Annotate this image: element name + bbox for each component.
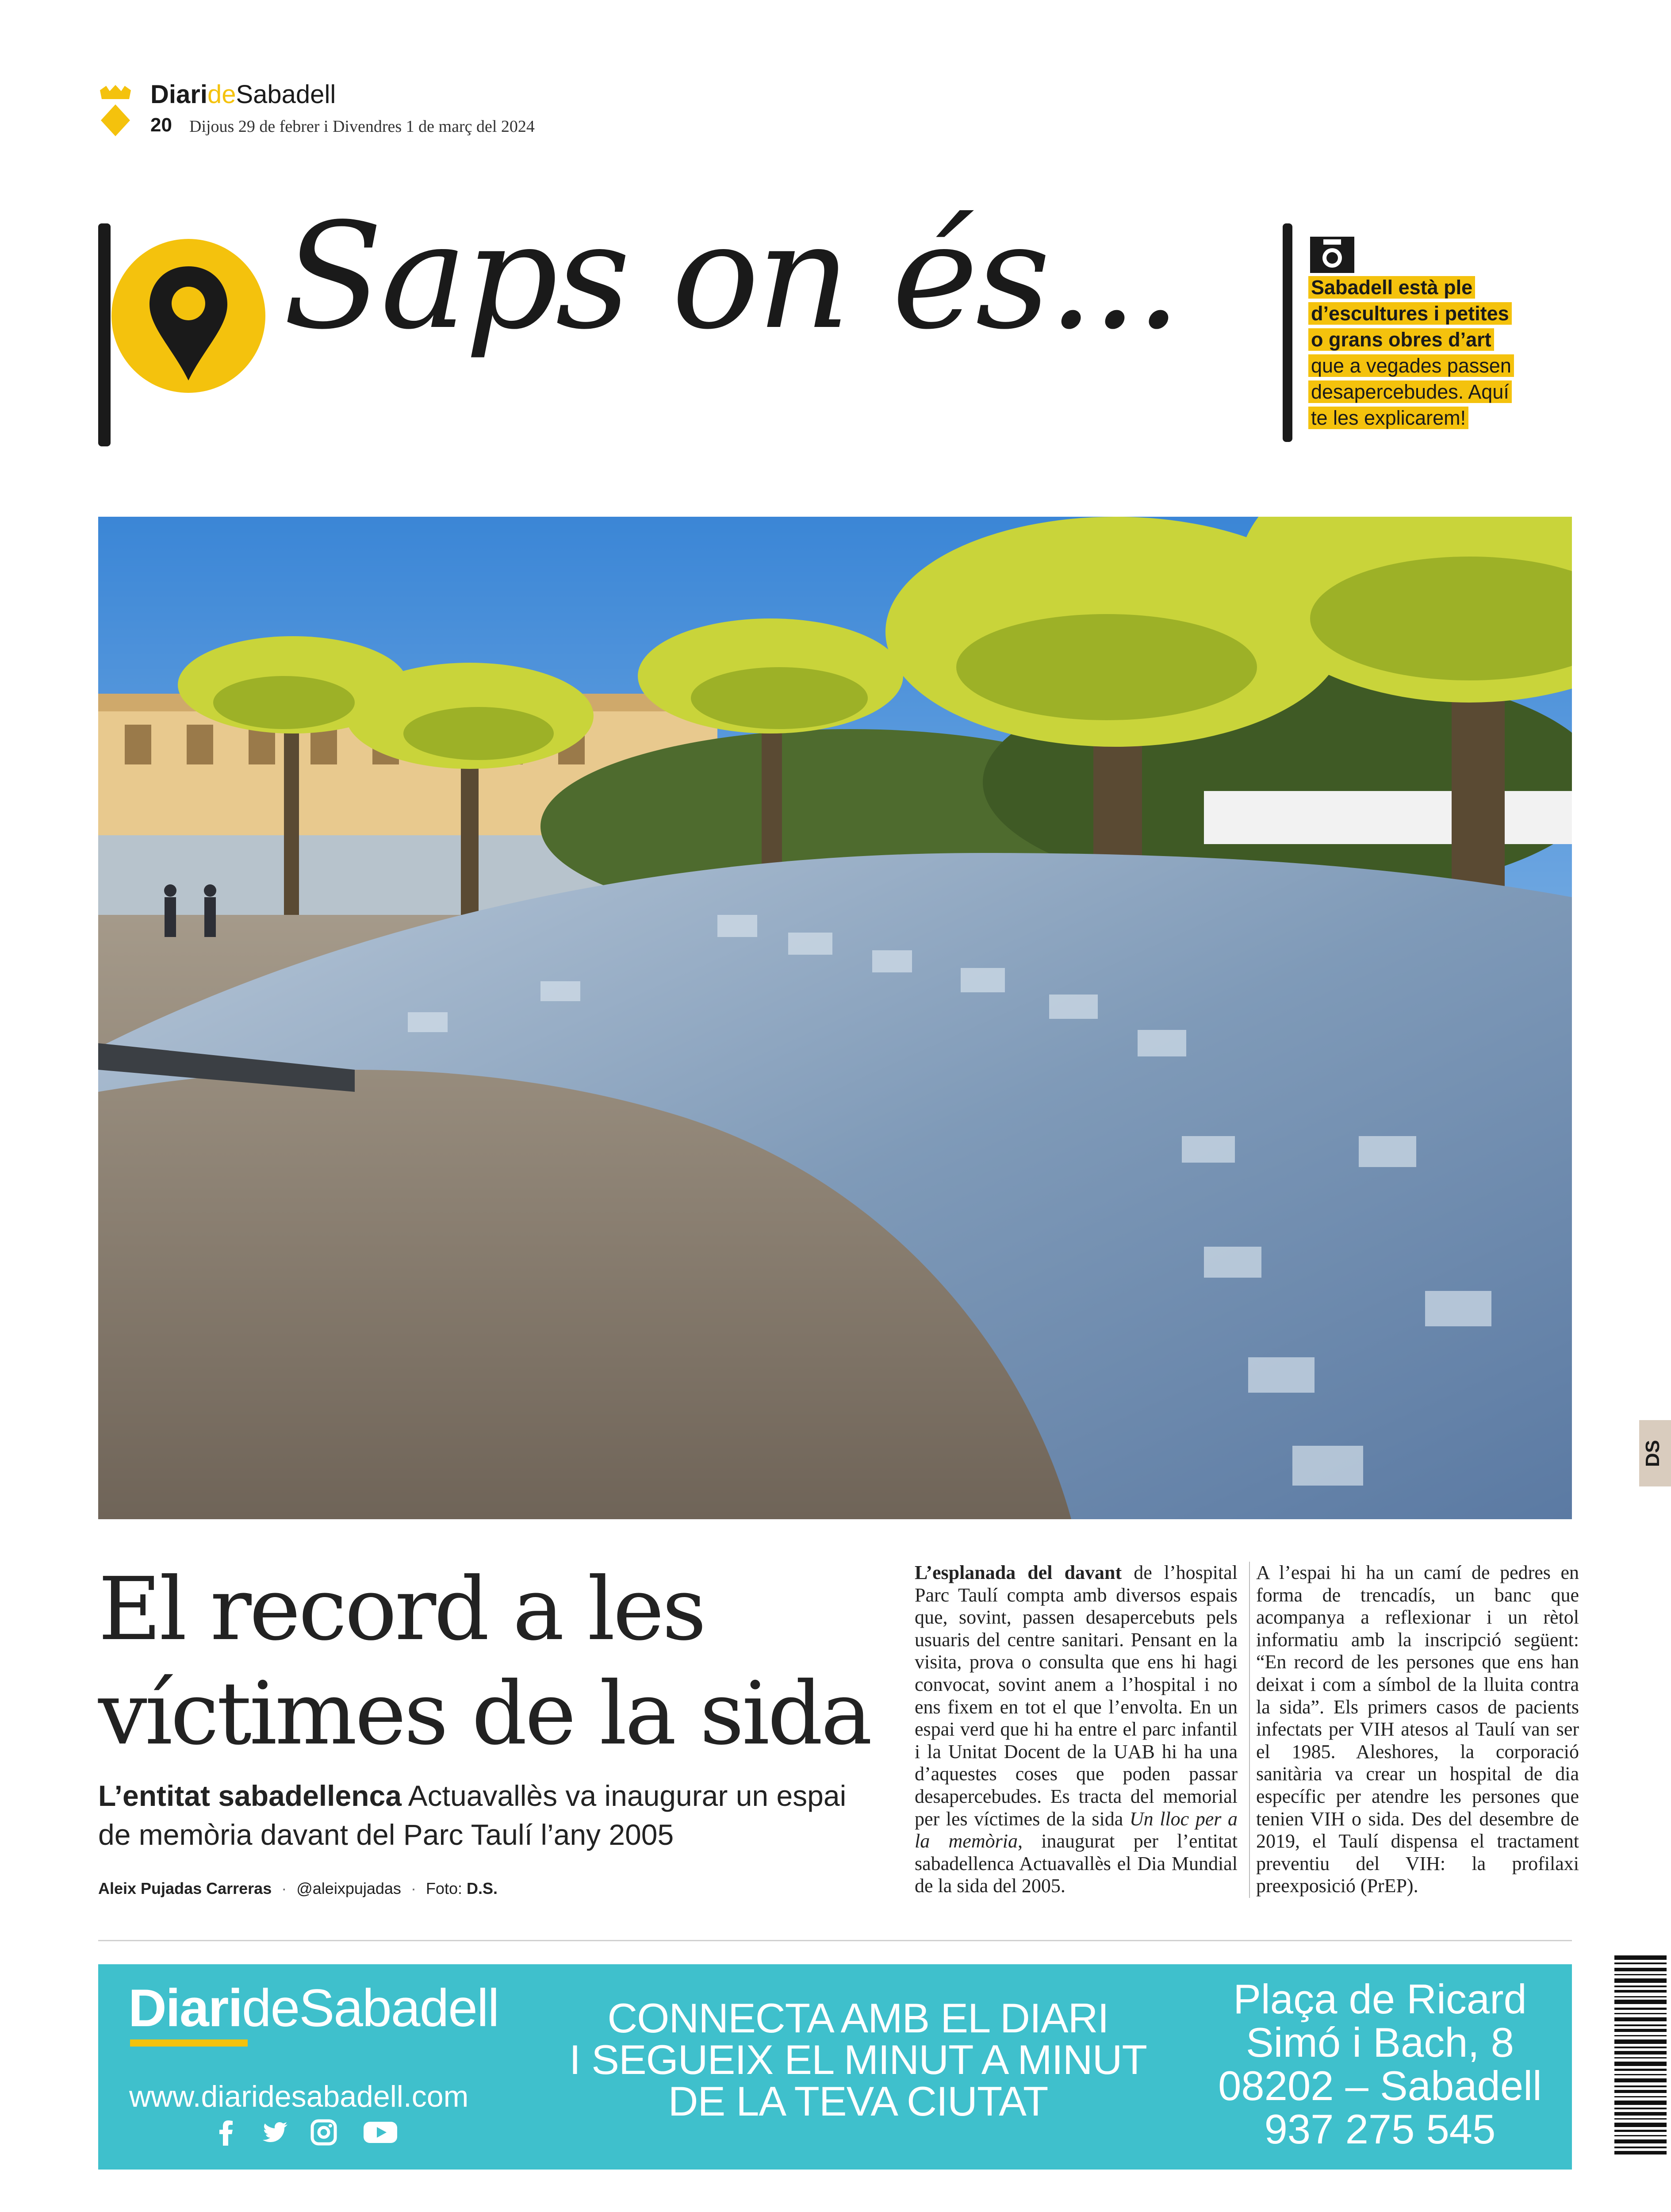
section-promo: Sabadell està ple d’escultures i petites o grans obres d’art que a vegades passen desapercebudes. Aquí te les explicarem!	[1308, 274, 1538, 431]
youtube-icon[interactable]	[363, 2118, 398, 2147]
masthead-brand[interactable]: DiarideSabadell	[150, 80, 336, 109]
footer-cta: CONNECTA AMB EL DIARI I SEGUEIX EL MINUT A MINUT DE LA TEVA CIUTAT	[569, 1995, 1147, 2124]
footer-logo[interactable]: DiarideSabadell	[128, 1978, 499, 2038]
article-byline: Aleix Pujadas Carreras · @aleixpujadas · Foto: D.S.	[98, 1879, 498, 1897]
author-name: Aleix Pujadas Carreras	[98, 1879, 272, 1897]
headline-line-2: víctimes de la sida	[98, 1663, 870, 1764]
facebook-icon[interactable]	[212, 2118, 241, 2147]
author-handle[interactable]: @aleixpujadas	[296, 1879, 401, 1897]
article-column-2: A l’espai hi ha un camí de pedres en forma de trencadís, un banc que acompanya a reflexionar i un rètol informatiu amb la inscripció següent: “En record de les persones que ens han deixat i com a símbol de la lluita contra la sida”. Els primers casos de pacients infectats per VIH atesos al Taulí van ser el 1985. Aleshores, la corporació sanitària va crear un hospital de dia específic per atendre les persones que tenien VIH o sida. Des del desembre de 2019, el Taulí dispensa el tractament preventiu del VIH: la profilaxi preexposició (PrEP).	[1256, 1562, 1579, 1897]
headline-line-1: El record a les	[98, 1559, 705, 1660]
section-left-bar	[98, 223, 111, 446]
footer-divider	[98, 1940, 1572, 1941]
footer-logo-underline	[130, 2039, 248, 2047]
column-divider	[1249, 1562, 1250, 1898]
footer-address: Plaça de Ricard Simó i Bach, 8 08202 – Sabadell 937 275 545	[1203, 1978, 1557, 2151]
footer-url[interactable]: www.diaridesabadell.com	[129, 2080, 469, 2113]
article-photo	[98, 517, 1572, 1519]
issue-date: Dijous 29 de febrer i Divendres 1 de març del 2024	[189, 117, 535, 136]
promo-left-bar	[1283, 223, 1292, 442]
crown-logo-icon	[98, 84, 133, 137]
barcode	[1614, 1955, 1667, 2159]
photo-credit: Foto: D.S.	[425, 1879, 498, 1897]
location-pin-icon	[111, 239, 265, 393]
instagram-icon[interactable]	[310, 2118, 338, 2147]
article-column-1: L’esplanada del davant de l’hospital Parc Taulí compta amb diversos espais que, sovint, passen desapercebuts pels usuaris del centre sanitari. Pensant en la visita, prova o consulta que ens hi hagi convocat, sovint anem a l’hospital i no ens fixem en tot el que l’envolta. En un espai verd que hi ha entre el parc infantil i la Unitat Docent de la UAB hi ha una d’aquestes coses que poden passar desapercebudes. Es tracta del memorial per les víctimes de la sida Un lloc per a la memòria, inaugurat per l’entitat sabadellenca Actuavallès el Dia Mundial de la sida del 2005.	[915, 1562, 1238, 1897]
article-subhead: L’entitat sabadellenca Actuavallès va inaugurar un espai de memòria davant del Parc Taulí l’any 2005	[98, 1779, 847, 1851]
twitter-icon[interactable]	[261, 2118, 289, 2147]
camera-icon	[1310, 237, 1354, 273]
footer-phone[interactable]: 937 275 545	[1264, 2106, 1496, 2152]
page-number: 20	[150, 114, 172, 136]
article-headline	[98, 1557, 894, 1766]
section-title: Saps on és...	[283, 192, 1179, 361]
side-tab-label: DS	[1642, 1440, 1663, 1467]
